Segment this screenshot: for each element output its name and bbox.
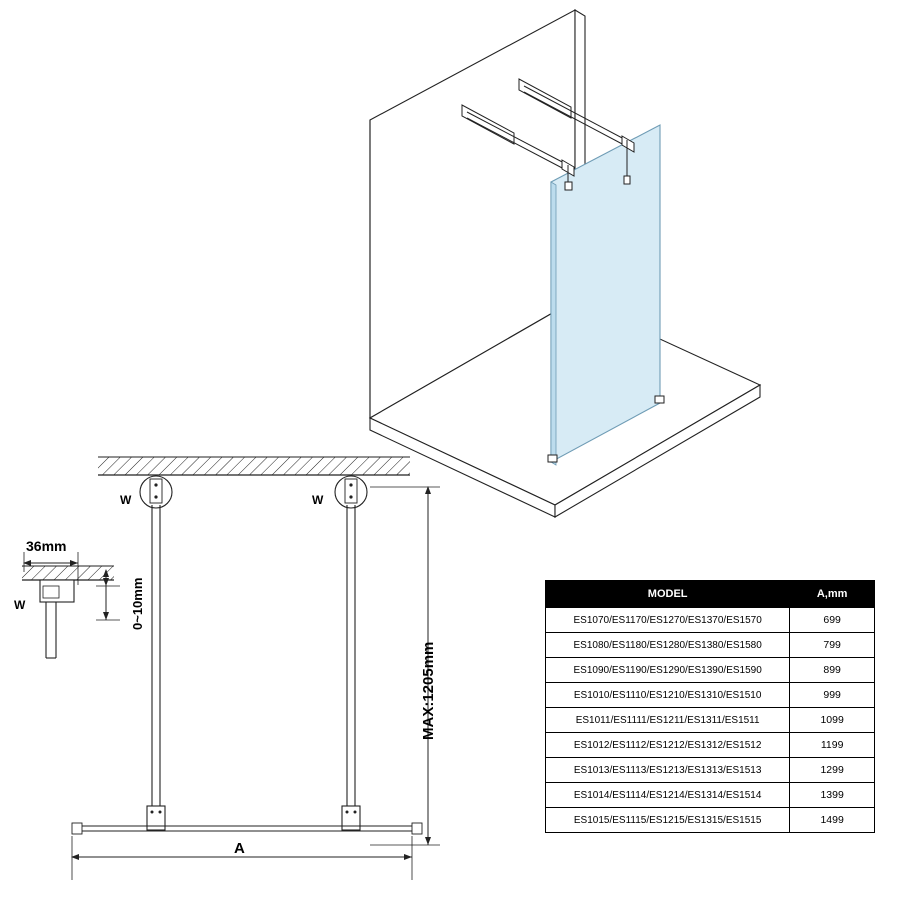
table-row: [546, 733, 875, 758]
model-spec-table: [545, 580, 875, 833]
header-model: MODEL: [546, 581, 790, 608]
header-a-mm: A,mm: [790, 581, 875, 608]
cell-a: 899: [790, 658, 875, 683]
cell-a: 699: [790, 608, 875, 633]
detail-width-dimension: 36mm: [26, 538, 67, 554]
plan-width-dimension: A: [234, 840, 245, 857]
isometric-assembly-view: [370, 10, 760, 517]
plan-view: [72, 457, 440, 880]
table-row: [546, 808, 875, 833]
cell-model: ES1011/ES1111/ES1211/ES1311/ES1511: [546, 708, 790, 733]
table-header-row: [546, 581, 875, 608]
detail-gap-dimension: 0~10mm: [130, 577, 145, 630]
cell-a: 1499: [790, 808, 875, 833]
wall-bracket-detail: [22, 552, 120, 658]
cell-model: ES1080/ES1180/ES1280/ES1380/ES1580: [546, 633, 790, 658]
table-row: [546, 783, 875, 808]
table-row: [546, 658, 875, 683]
plan-bracket-label-left: W: [120, 493, 132, 507]
table-row: [546, 633, 875, 658]
table-row: [546, 608, 875, 633]
cell-model: ES1012/ES1112/ES1212/ES1312/ES1512: [546, 733, 790, 758]
cell-model: ES1070/ES1170/ES1270/ES1370/ES1570: [546, 608, 790, 633]
cell-a: 999: [790, 683, 875, 708]
cell-model: ES1013/ES1113/ES1213/ES1313/ES1513: [546, 758, 790, 783]
plan-max-height-dimension: MAX:1205mm: [420, 641, 437, 740]
table-row: [546, 758, 875, 783]
cell-a: 1199: [790, 733, 875, 758]
cell-model: ES1090/ES1190/ES1290/ES1390/ES1590: [546, 658, 790, 683]
cell-a: 1299: [790, 758, 875, 783]
model-spec-table-wrapper: [545, 580, 875, 833]
plan-bracket-label-right: W: [312, 493, 324, 507]
table-row: [546, 708, 875, 733]
table-row: [546, 683, 875, 708]
cell-a: 1399: [790, 783, 875, 808]
cell-model: ES1010/ES1110/ES1210/ES1310/ES1510: [546, 683, 790, 708]
cell-model: ES1015/ES1115/ES1215/ES1315/ES1515: [546, 808, 790, 833]
cell-a: 1099: [790, 708, 875, 733]
cell-model: ES1014/ES1114/ES1214/ES1314/ES1514: [546, 783, 790, 808]
table-body: [546, 608, 875, 833]
cell-a: 799: [790, 633, 875, 658]
detail-bracket-label: W: [14, 598, 26, 612]
